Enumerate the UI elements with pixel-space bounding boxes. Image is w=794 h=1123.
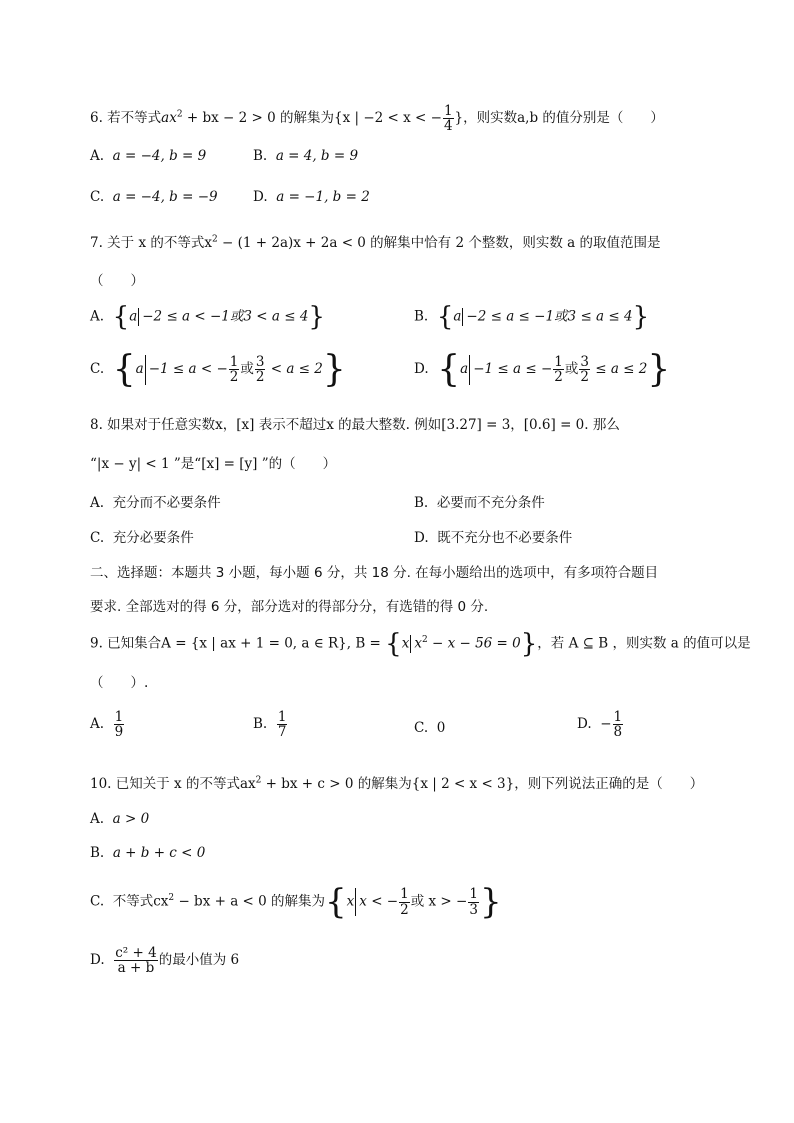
q6-stem: 6. 若不等式$ax^2$ + bx − 2 > 0 的解集为{x | −2 < x < − $\frac{1}{4}$ }，则实数a,b 的值分别是（ ） (90, 103, 664, 135)
q8-stem-line1: 8. 如果对于任意实数x，[x] 表示不超过x 的最大整数. 例如[3.27] = 3，[0.6] = 0. 那么 (90, 417, 620, 433)
q10-option-b[interactable]: B. a + b + c < 0 (90, 845, 206, 861)
q7-option-d[interactable]: D. {a −1 ≤ a ≤ − $\frac{1}{2}$ 或 $\frac{3}{2}$ ≤ a ≤ 2} (414, 349, 671, 390)
q10-option-c[interactable]: C. 不等式$cx^2$ − bx + a < 0 的解集为{x x < − $\frac{1}{2}$ 或 x > − $\frac{1}{3}$ } (90, 882, 502, 922)
q9-option-d[interactable]: D. − $\frac{1}{8}$ (577, 709, 623, 741)
q8-option-c[interactable]: C. 充分必要条件 (90, 530, 194, 546)
fraction: $\frac{1}{4}$ (443, 103, 453, 135)
q9-option-c[interactable]: C. 0 (414, 720, 446, 736)
q8-option-a[interactable]: A. 充分而不必要条件 (90, 495, 221, 511)
q9-paren: （ ）. (90, 675, 149, 691)
q9-stem: 9. 已知集合A = {x | ax + 1 = 0, a ∈ R}, B = {x $x^2 - x - 56 = 0$}，若 A ⊆ B ，则实数 a 的值可以是 (90, 629, 751, 659)
q6-option-b[interactable]: B. a = 4, b = 9 (253, 148, 359, 164)
q7-stem: 7. 关于 x 的不等式$x^2 - (1 + 2a)x + 2a < 0$ 的解集中恰有 2 个整数，则实数 a 的取值范围是 (90, 234, 661, 251)
q7-option-c[interactable]: C. {a −1 ≤ a < − $\frac{1}{2}$ 或 $\frac{3}{2}$ < a ≤ 2} (90, 349, 346, 390)
section-heading-line2: 要求. 全部选对的得 6 分，部分选对的得部分分，有选错的得 0 分. (90, 599, 489, 615)
q8-stem-line2: “|x − y| < 1 ”是“[x] = [y] ”的（ ） (90, 456, 337, 472)
q7-option-b[interactable]: B. {a −2 ≤ a ≤ −1或3 ≤ a ≤ 4} (414, 302, 650, 332)
q6-option-c[interactable]: C. a = −4, b = −9 (90, 189, 218, 205)
section-heading-line1: 二、选择题：本题共 3 小题，每小题 6 分，共 18 分. 在每小题给出的选项中，有多项符合题目 (90, 565, 659, 581)
q6-option-a[interactable]: A. a = −4, b = 9 (90, 148, 207, 164)
q7-paren: （ ） (90, 273, 144, 289)
q9-option-b[interactable]: B. $\frac{1}{7}$ (253, 709, 287, 741)
q8-option-d[interactable]: D. 既不充分也不必要条件 (414, 530, 573, 546)
q8-option-b[interactable]: B. 必要而不充分条件 (414, 495, 545, 511)
q10-option-d[interactable]: D. $\frac{\text{c² + 4}}{a + b}$ 的最小值为 6 (90, 945, 240, 977)
q10-stem: 10. 已知关于 x 的不等式$ax^2$ + bx + c > 0 的解集为{x | 2 < x < 3}，则下列说法正确的是（ ） (90, 775, 704, 792)
q7-option-a[interactable]: A. {a −2 ≤ a < −1或3 < a ≤ 4} (90, 302, 325, 332)
q6-option-d[interactable]: D. a = −1, b = 2 (253, 189, 370, 205)
q9-option-a[interactable]: A. $\frac{1}{9}$ (90, 709, 124, 741)
q10-option-a[interactable]: A. a > 0 (90, 811, 150, 827)
